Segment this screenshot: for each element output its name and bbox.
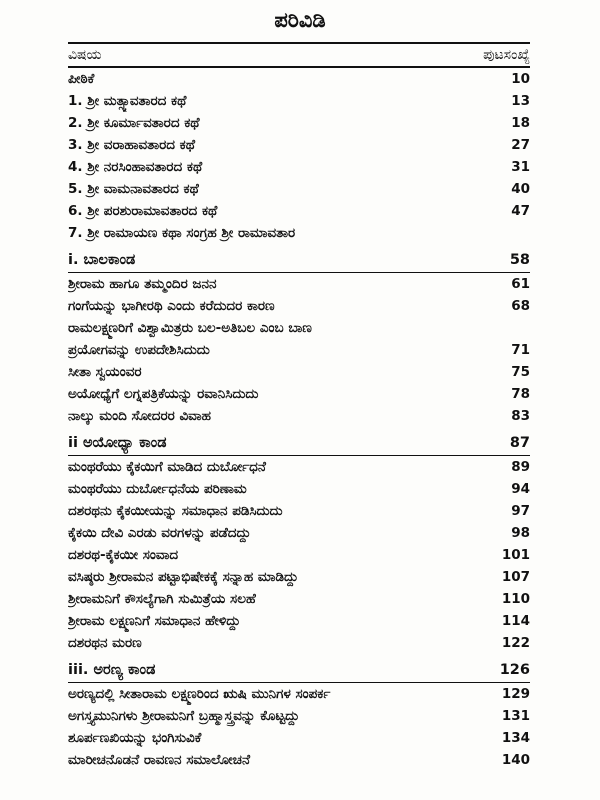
- toc-entry-page: 31: [511, 159, 530, 175]
- toc-row: [68, 156, 530, 178]
- toc-entry-page: 58: [509, 252, 530, 268]
- toc-row: [68, 405, 530, 427]
- toc-row: [68, 178, 530, 200]
- toc-row: [68, 544, 530, 566]
- toc-entry-page: 114: [501, 613, 530, 629]
- page-title: ಪರಿವಿಡಿ: [274, 8, 326, 32]
- toc-entry-page: 10: [511, 71, 530, 87]
- toc-entry-title: ಕೈಕಯಿ ದೇವಿ ಎರಡು ವರಗಳನ್ನು ಪಡೆದದ್ದು: [68, 525, 251, 541]
- toc-entry-title: 6. ಶ್ರೀ ಪರಶುರಾಮಾವತಾರದ ಕಥೆ: [68, 203, 218, 219]
- toc-entry-title: ಶ್ರೀರಾಮ ಹಾಗೂ ತಮ್ಮಂದಿರ ಜನನ: [68, 276, 217, 292]
- toc-entry-title: ಶ್ರೀರಾಮ ಲಕ್ಷ್ಮಣನಿಗೆ ಸಮಾಧಾನ ಹೇಳಿದ್ದು: [68, 613, 241, 629]
- toc-entry-page: 27: [511, 137, 530, 153]
- toc-entry-title: 1. ಶ್ರೀ ಮತ್ಸ್ಯಾವತಾರದ ಕಥೆ: [68, 93, 187, 109]
- toc-row: [68, 727, 530, 749]
- toc-entry-title: ಸೀತಾ ಸ್ವಯಂವರ: [68, 364, 142, 380]
- toc-row: [68, 500, 530, 522]
- toc-entry-page: 40: [511, 181, 530, 197]
- toc-entry-page: 13: [511, 93, 530, 109]
- toc-row: [68, 339, 530, 361]
- toc-entry-title: 2. ಶ್ರೀ ಕೂರ್ಮಾವತಾರದ ಕಥೆ: [68, 115, 200, 131]
- toc-row: [68, 588, 530, 610]
- toc-entry-title: iii. ಅರಣ್ಯ ಕಾಂಡ: [68, 662, 156, 678]
- toc-entry-page: 18: [511, 115, 530, 131]
- toc-entry-title: ii ಅಯೋಧ್ಯಾ ಕಾಂಡ: [68, 435, 167, 451]
- toc-row: [68, 455, 530, 478]
- toc-entry-page: 107: [501, 569, 530, 585]
- toc-entry-page: 97: [511, 503, 530, 519]
- toc-entry-title: ಗಂಗೆಯನ್ನು ಭಾಗೀರಥಿ ಎಂದು ಕರೆದುದರ ಕಾರಣ: [68, 298, 275, 314]
- toc-entries: [68, 68, 530, 771]
- toc-row: [68, 749, 530, 771]
- toc-header: [68, 42, 530, 68]
- toc-entry-page: 68: [511, 298, 530, 314]
- toc-entry-page: 140: [501, 752, 530, 768]
- toc-entry-title: ನಾಲ್ಕು ಮಂದಿ ಸೋದರರ ವಿವಾಹ: [68, 408, 211, 424]
- toc-row: [68, 361, 530, 383]
- toc-entry-title: ಶ್ರೀರಾಮನಿಗೆ ಕೌಸಲ್ಯೆಗಾಗಿ ಸುಮಿತ್ರೆಯ ಸಲಹೆ: [68, 591, 256, 607]
- toc-entry-page: 78: [511, 386, 530, 402]
- toc-entry-title: ರಾಮಲಕ್ಷ್ಮಣರಿಗೆ ವಿಶ್ವಾಮಿತ್ರರು ಬಲ-ಅತಿಬಲ ಎಂಬ ಬಾಣ: [68, 320, 312, 336]
- toc-row: [68, 317, 530, 339]
- toc-entry-title: 3. ಶ್ರೀ ವರಾಹಾವತಾರದ ಕಥೆ: [68, 137, 195, 153]
- toc-entry-page: 83: [511, 408, 530, 424]
- toc-entry-page: 47: [511, 203, 530, 219]
- toc-row: [68, 90, 530, 112]
- toc-section-row: [68, 244, 530, 272]
- toc-row: [68, 222, 530, 244]
- toc-entry-title: ಶೂರ್ಪಣಖಿಯನ್ನು ಭಂಗಿಸುವಿಕೆ: [68, 730, 202, 746]
- toc-entry-page: 71: [511, 342, 530, 358]
- toc-row: [68, 522, 530, 544]
- toc-entry-title: 5. ಶ್ರೀ ವಾಮನಾವತಾರದ ಕಥೆ: [68, 181, 199, 197]
- toc-row: [68, 272, 530, 295]
- toc-entry-title: ಮಂಥರೆಯು ದುರ್ಬೋಧನೆಯ ಪರಿಣಾಮ: [68, 481, 247, 497]
- toc-section-row: [68, 654, 530, 682]
- toc-entry-page: 101: [501, 547, 530, 563]
- toc-entry-title: ಅಗಸ್ತ್ಯಮುನಿಗಳು ಶ್ರೀರಾಮನಿಗೆ ಬ್ರಹ್ಮಾಸ್ತ್ರವನ್ನು ಕೊಟ್ಟದ್ದು: [68, 708, 300, 724]
- toc-entry-page: 98: [511, 525, 530, 541]
- toc-entry-title: ಅಯೋಧ್ಯೆಗೆ ಲಗ್ನಪತ್ರಿಕೆಯನ್ನು ರವಾನಿಸಿದುದು: [68, 386, 259, 402]
- toc-entry-page: 110: [501, 591, 530, 607]
- toc-entry-title: i. ಬಾಲಕಾಂಡ: [68, 252, 136, 268]
- toc-entry-page: 129: [501, 686, 530, 702]
- toc-entry-page: 134: [501, 730, 530, 746]
- toc-entry-title: ಪೀಠಿಕೆ: [68, 71, 95, 87]
- toc-row: [68, 134, 530, 156]
- toc-row: [68, 295, 530, 317]
- toc-entry-page: 131: [501, 708, 530, 724]
- toc-section-row: [68, 427, 530, 455]
- toc-row: [68, 383, 530, 405]
- toc-entry-page: 87: [509, 435, 530, 451]
- toc-row: [68, 682, 530, 705]
- toc-row: [68, 610, 530, 632]
- toc-entry-title: ಪ್ರಯೋಗವನ್ನು ಉಪದೇಶಿಸಿದುದು: [68, 342, 210, 358]
- toc-entry-page: 126: [499, 662, 530, 678]
- page-column-header: ಪುಟಸಂಖ್ಯೆ: [483, 47, 530, 63]
- toc-row: [68, 68, 530, 90]
- toc-row: [68, 632, 530, 654]
- toc-entry-title: ದಶರಥ-ಕೈಕಯೀ ಸಂವಾದ: [68, 547, 179, 563]
- toc-row: [68, 705, 530, 727]
- toc-entry-page: 61: [511, 276, 530, 292]
- toc-entry-title: ಮಾರೀಚನೊಡನೆ ರಾವಣನ ಸಮಾಲೋಚನೆ: [68, 752, 251, 768]
- toc-entry-title: ವಸಿಷ್ಠರು ಶ್ರೀರಾಮನ ಪಟ್ಟಾಭಿಷೇಕಕ್ಕೆ ಸನ್ನಾಹ ಮಾಡಿದ್ದು: [68, 569, 299, 585]
- toc-entry-page: 75: [511, 364, 530, 380]
- toc-entry-title: ದಶರಥನ ಮರಣ: [68, 635, 142, 651]
- toc-entry-title: 7. ಶ್ರೀ ರಾಮಾಯಣ ಕಥಾ ಸಂಗ್ರಹ ಶ್ರೀ ರಾಮಾವತಾರ: [68, 225, 296, 241]
- toc-entry-page: 94: [511, 481, 530, 497]
- toc-entry-page: 122: [501, 635, 530, 651]
- toc-entry-title: ಅರಣ್ಯದಲ್ಲಿ ಸೀತಾರಾಮ ಲಕ್ಷ್ಮಣರಿಂದ ಋಷಿ ಮುನಿಗಳ ಸಂಪರ್ಕ: [68, 686, 331, 702]
- toc-entry-title: ದಶರಥನು ಕೈಕಯೀಯನ್ನು ಸಮಾಧಾನ ಪಡಿಸಿದುದು: [68, 503, 283, 519]
- toc-row: [68, 112, 530, 134]
- toc-entry-title: ಮಂಥರೆಯು ಕೈಕಯಿಗೆ ಮಾಡಿದ ದುರ್ಬೋಧನೆ: [68, 459, 266, 475]
- toc-row: [68, 200, 530, 222]
- toc-row: [68, 478, 530, 500]
- table-of-contents: [68, 42, 530, 771]
- subject-column-header: ವಿಷಯ: [68, 47, 102, 63]
- toc-row: [68, 566, 530, 588]
- toc-entry-page: 89: [511, 459, 530, 475]
- toc-entry-title: 4. ಶ್ರೀ ನರಸಿಂಹಾವತಾರದ ಕಥೆ: [68, 159, 203, 175]
